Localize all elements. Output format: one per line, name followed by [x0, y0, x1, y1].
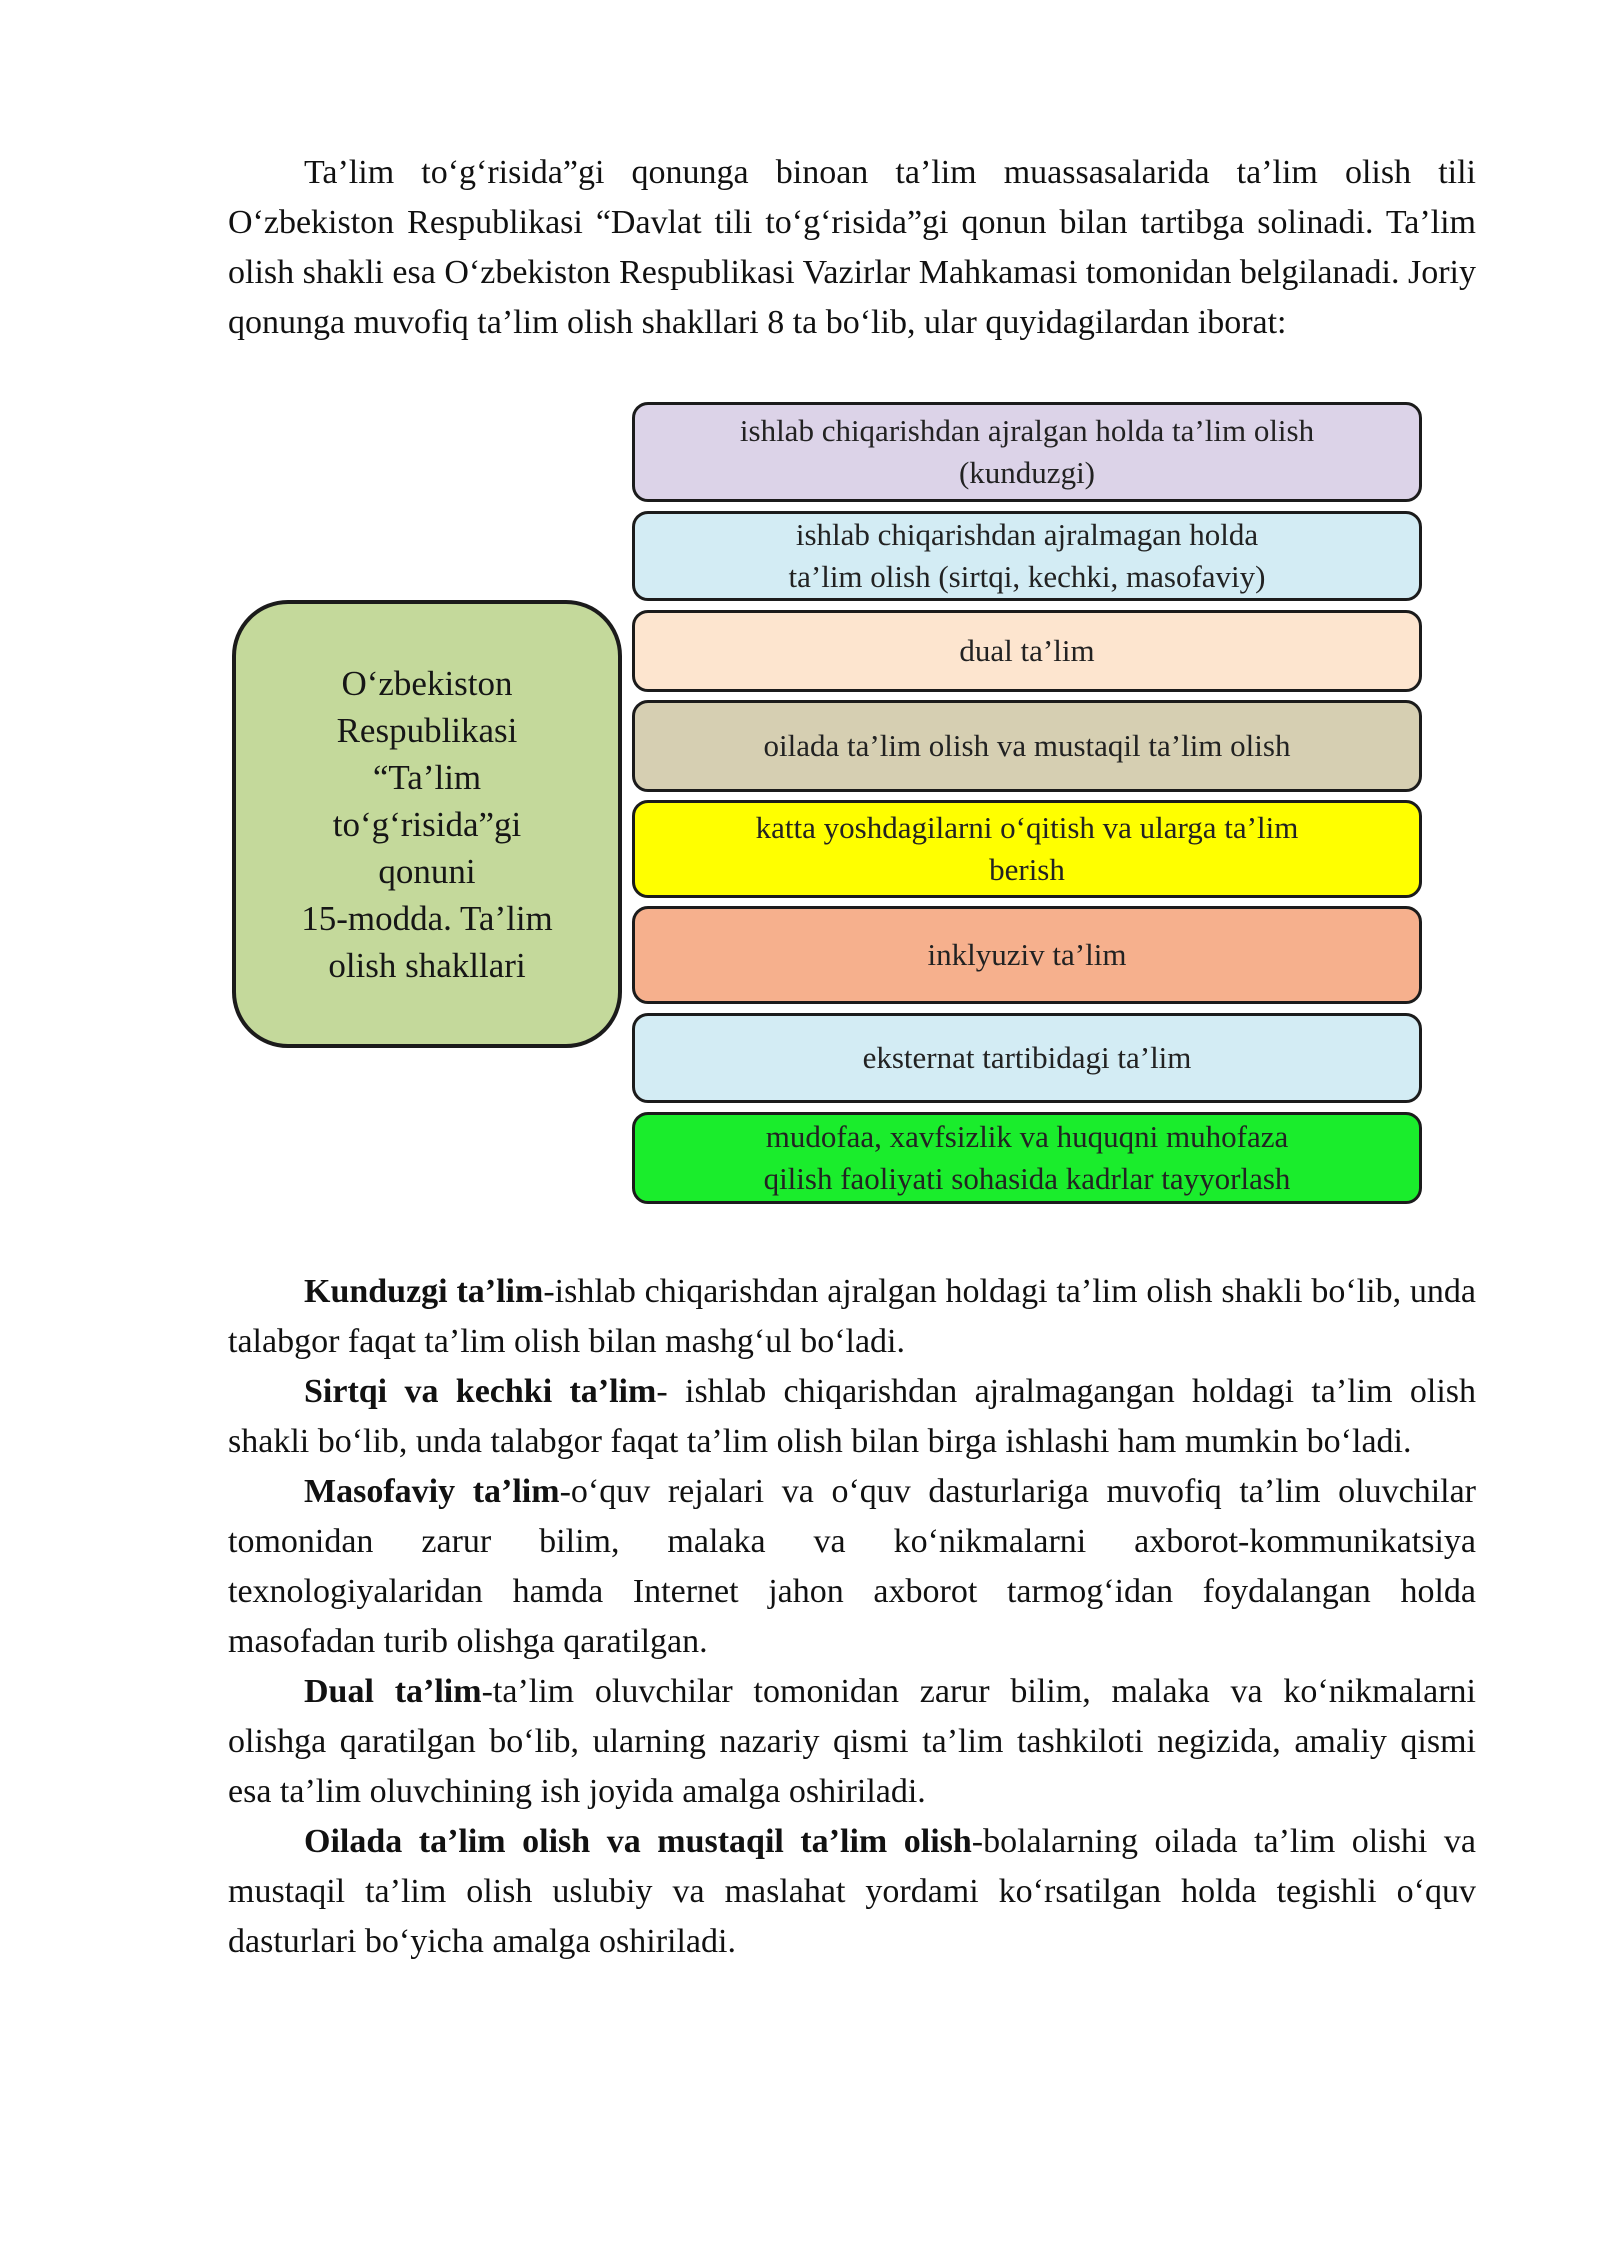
form-box-2: ishlab chiqarishdan ajralmagan holda ta’lim olish (sirtqi, kechki, masofaviy)	[632, 511, 1422, 601]
definition-text: -ishlab chiqarishdan ajralgan holdagi ta’lim olish shakli bo‘lib, unda talabgor faqat ta’lim olish bilan mashg‘ul bo‘ladi.	[228, 1273, 1476, 1360]
definition-paragraph	[228, 1817, 1476, 1967]
law-article-box	[232, 600, 622, 1048]
definition-paragraph	[228, 1367, 1476, 1467]
form-box-6: inklyuziv ta’lim	[632, 906, 1422, 1004]
definition-text: -o‘quv rejalari va o‘quv dasturlariga muvofiq ta’lim oluvchilar tomonidan zarur bilim, malaka va ko‘nikmalarni axborot-kommunikatsiya texnologiyalaridan hamda Internet jahon axborot tarmog‘idan foydalangan holda masofadan turib olishga qaratilgan.	[228, 1473, 1476, 1660]
intro-paragraph: Ta’lim to‘g‘risida”gi qonunga binoan ta’lim muassasalarida ta’lim olish tili O‘zbekiston Respublikasi “Davlat tili to‘g‘risida”gi qonun bilan tartibga solinadi. Ta’lim olish shakli esa O‘zbekiston Respublikasi Vazirlar Mahkamasi tomonidan belgilanadi. Joriy qonunga muvofiq ta’lim olish shakllari 8 ta bo‘lib, ular quyidagilardan iborat:	[228, 154, 1476, 341]
law-article-label: O‘zbekiston Respublikasi “Ta’lim to‘g‘risida”gi qonuni 15-modda. Ta’lim olish shakllari	[301, 663, 553, 985]
form-box-3: dual ta’lim	[632, 610, 1422, 692]
definition-term: Masofaviy ta’lim	[304, 1473, 560, 1510]
form-box-5: katta yoshdagilarni o‘qitish va ularga ta’lim berish	[632, 800, 1422, 898]
definition-term: Kunduzgi ta’lim	[304, 1273, 544, 1310]
definition-paragraph	[228, 1667, 1476, 1817]
form-box-7: eksternat tartibidagi ta’lim	[632, 1013, 1422, 1103]
definitions-section	[228, 1267, 1476, 1967]
definition-paragraph	[228, 1467, 1476, 1667]
definition-text: -ta’lim oluvchilar tomonidan zarur bilim, malaka va ko‘nikmalarni olishga qaratilgan bo‘lib, ularning nazariy qismi ta’lim tashkiloti negizida, amaliy qismi esa ta’lim oluvchining ish joyida amalga oshiriladi.	[228, 1673, 1476, 1810]
form-box-4: oilada ta’lim olish va mustaqil ta’lim olish	[632, 700, 1422, 792]
definition-term: Dual ta’lim	[304, 1673, 482, 1710]
definition-text: - ishlab chiqarishdan ajralmagangan holdagi ta’lim olish shakli bo‘lib, unda talabgor faqat ta’lim olish bilan birga ishlashi ham mumkin bo‘ladi.	[228, 1373, 1476, 1460]
definition-paragraph	[228, 1267, 1476, 1367]
form-box-8: mudofaa, xavfsizlik va huquqni muhofaza qilish faoliyati sohasida kadrlar tayyorlash	[632, 1112, 1422, 1204]
definition-term: Sirtqi va kechki ta’lim	[304, 1373, 657, 1410]
definition-term: Oilada ta’lim olish va mustaqil ta’lim olish	[304, 1823, 972, 1860]
form-box-1: ishlab chiqarishdan ajralgan holda ta’lim olish (kunduzgi)	[632, 402, 1422, 502]
definition-text: -bolalarning oilada ta’lim olishi va mustaqil ta’lim olish uslubiy va maslahat yordami ko‘rsatilgan holda tegishli o‘quv dasturlari bo‘yicha amalga oshiriladi.	[228, 1823, 1476, 1960]
